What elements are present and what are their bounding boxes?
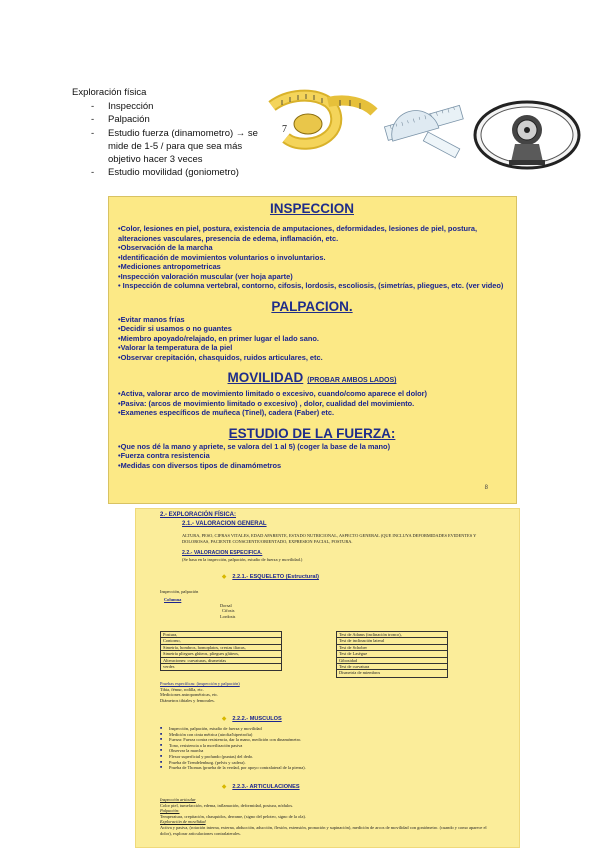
scan-specific-item: Mediciones antropométricas, etc.: [160, 692, 219, 698]
scan-specific-item: Tibia, fémur, rodilla, etc.: [160, 686, 204, 692]
scan-right-cell: Test de Lasègue: [337, 651, 447, 657]
scan-musculos-item: ■ Medición con cinta métrica (atrofia/hipertrofia): [160, 732, 499, 738]
scan-specific-item: Diámetros tibiales y femorales.: [160, 697, 215, 703]
scan-especifica: [182, 551, 499, 562]
inspeccion-line: •Inspección valoración muscular (ver hoja aparte): [118, 271, 293, 281]
scan-art-line: Activa y pasiva, (rotación interna, externa, abducción, aducción, flexión, extensión, pronación y supinación), medición de arcos de movilidad con goniómetro. (cuando y como aparece el dolor), explorar articulaciones contralaterales.: [160, 824, 487, 836]
palpacion-line: •Valorar la temperatura de la piel: [118, 343, 233, 352]
inspeccion-line: •Color, lesiones en piel, postura, existencia de amputaciones, deformidades, lesiones de piel, postura, alteraciones vasculares, presencia de edema, inflamación, etc.: [118, 224, 478, 243]
scan-articulaciones: [160, 797, 499, 836]
slide-page-number: 8: [484, 485, 488, 491]
movilidad-heading-text: MOVILIDAD: [227, 370, 304, 385]
palpacion-line: •Observar crepitación, chasquidos, ruidos articulares, etc.: [118, 352, 323, 362]
scan-left-cell: Simetría pliegues glúteos, pliegues glúteos,: [161, 651, 281, 657]
scan-columna: [164, 597, 499, 619]
inspeccion-line: •Mediciones antropometricas: [118, 262, 221, 271]
scan-specific-tests: [160, 681, 499, 703]
fuerza-heading: ESTUDIO DE LA FUERZA:: [228, 425, 396, 441]
scan-left-table: [160, 631, 282, 671]
scan-right-table: [336, 631, 448, 678]
scan-musculos-item: ■ Inspección, palpación, estudio de fuerza y movilidad: [160, 726, 499, 732]
scan-columna-item: Dorsal: [220, 602, 232, 608]
illustrations: [268, 88, 588, 188]
tape-digit: 7: [282, 124, 287, 135]
intro-item: - Palpación: [72, 113, 272, 126]
scan-right-cell: Test de curvatura: [337, 664, 447, 670]
fuerza-line: •Fuerza contra resistencia: [118, 451, 210, 460]
dynamometer-icon: [471, 96, 583, 174]
scan-musculos-list: [160, 726, 499, 771]
scan-right-cell: Dismetría de miembros: [339, 670, 381, 676]
inspeccion-line: •Identificación de movimientos voluntarios o involuntarios.: [118, 252, 326, 262]
scan-left-cell: verdes: [163, 663, 175, 669]
intro-item: - Inspección: [72, 100, 272, 113]
scan-musculos-item: ■ Prueba de Thomas (prueba de la verdad, por apoyo contralateral de la pierna).: [160, 765, 499, 771]
movilidad-heading-note: (PROBAR AMBOS LADOS): [307, 377, 397, 384]
movilidad-line: •Pasiva: (arcos de movimiento limitado o excesivo) , dolor, cualidad del movimiento.: [118, 398, 415, 408]
inspeccion-heading: INSPECCION: [269, 201, 354, 216]
scan-columna-item: Cifosis: [222, 608, 235, 614]
scan-heading-general: 2.1.- VALORACION GENERAL: [182, 521, 267, 527]
scan-esqueleto-title: ◆ 2.2.1.- ESQUELETO (Estructural): [222, 575, 319, 581]
intro-title: Exploración física: [72, 87, 147, 98]
palpacion-heading: PALPACION.: [271, 298, 353, 314]
intro-item: - Estudio fuerza (dinamometro) → se mide de 1-5 / para que sea más objetivo hacer 3 veces: [72, 127, 272, 167]
scan-right-cell: Test de inclinación lateral: [337, 638, 447, 644]
scan-columna-item: Lordosis: [220, 613, 236, 619]
movilidad-heading: [118, 370, 506, 389]
scan-left-cell: Contorno,: [161, 638, 281, 644]
scan-left-cell: Postura,: [161, 632, 281, 638]
scan-art-sub: Palpación:: [160, 808, 180, 814]
scan-right-cell: Test de Adams (inclinación tronco),: [337, 632, 447, 638]
tape-measure-icon: [268, 88, 378, 156]
fuerza-line: •Que nos dé la mano y apriete, se valora del 1 al 5) (coger la base de la mano): [118, 441, 391, 451]
scan-heading-exploracion: 2.- EXPLORACIÓN FÍSICA:: [160, 512, 237, 518]
scan-musculos-item: ■ Prueba de Trendelenburg. (pelvis y cadera).: [160, 760, 499, 766]
intro-list: [72, 100, 272, 179]
scan-musculos-title: ◆ 2.2.2.- MUSCULOS: [222, 717, 282, 723]
scan-insp-palp: Inspección, palpación: [160, 589, 199, 594]
movilidad-line: •Examenes específicos de muñeca (Tinel), cadera (Faber) etc.: [118, 408, 335, 417]
scan-right-cell: Test de Schober: [337, 645, 447, 651]
scan-especifica-note: (Se basa en la inspección, palpación, estudio de fuerza y movilidad.): [182, 556, 303, 562]
fuerza-line: •Medidas con diversos tipos de dinamómetros: [118, 460, 282, 470]
scan-art-line: Color piel, tumefacción, edema, inflamación, deformidad, postura, nódulos.: [160, 802, 294, 808]
scan-musculos-item: ■ Observar la marcha: [160, 748, 499, 754]
intro-item: - Estudio movilidad (goniometro): [72, 166, 272, 179]
scan-art-sub: Inspección articular: [160, 797, 196, 802]
scan-musculos-item: ■ Flexor superficial y profundo (puntas) del dedo.: [160, 754, 499, 760]
scanned-page: [135, 508, 520, 848]
palpacion-line: •Evitar manos frías: [118, 314, 185, 324]
scan-art-line: Temperatura, crepitación, chasquidos, derrame, (signo del peloteo, signo de la ola).: [160, 813, 306, 819]
scan-columna-label: Columna: [164, 597, 182, 602]
palpacion-line: •Decidir si usamos o no guantes: [118, 324, 232, 333]
scan-general-text: ALTURA, PESO, CIFRAS VITALES, EDAD APARENTE, ESTADO NUTRICIONAL, ASPECTO GENERAL (QUE INCLUYA DEFORMIDADES EVIDENTES Y DOLOROSAS, PACIENTE CONSCIENTE/ORIENTADO, EXPRESION FACIAL, POSTURA.: [182, 533, 477, 544]
scan-articulaciones-title: ◆ 2.2.3.- ARTICULACIONES: [222, 785, 300, 791]
scan-left-cell: Alteraciones: curvaturas, dismetrías: [161, 658, 281, 664]
scan-art-sub: Exploración de movilidad: [160, 819, 206, 825]
scan-musculos-item: ■ Tono, resistencia a la movilización pasiva: [160, 743, 499, 749]
inspeccion-line: •Observación de la marcha: [118, 243, 213, 252]
movilidad-line: •Activa, valorar arco de movimiento limitado o excesivo, cuando/como aparece el dolor): [118, 389, 427, 398]
scan-especifica-title: 2.2.- VALORACION ESPECIFICA.: [182, 550, 263, 556]
goniometer-icon: [380, 92, 468, 162]
palpacion-line: •Miembro apoyado/relajado, en primer lugar el lado sano.: [118, 333, 319, 343]
inspeccion-line: • Inspección de columna vertebral, contorno, cifosis, lordosis, escoliosis, (simetrías, pliegues, etc. (ver video): [118, 281, 504, 290]
exploration-slide: [108, 196, 517, 504]
scan-musculos-item: ■ Fuerza: Fuerza contra resistencia, dar la mano, medición con dinamómetro.: [160, 737, 499, 743]
scan-left-cell: Simetría, hombros, homoplatos, crestas iliacas,: [161, 645, 281, 651]
scan-right-cell: Gibosidad: [337, 658, 447, 664]
intro-notes: [72, 86, 272, 179]
scan-specific-tests-title: Pruebas específicas: (inspección y palpación): [160, 681, 240, 686]
